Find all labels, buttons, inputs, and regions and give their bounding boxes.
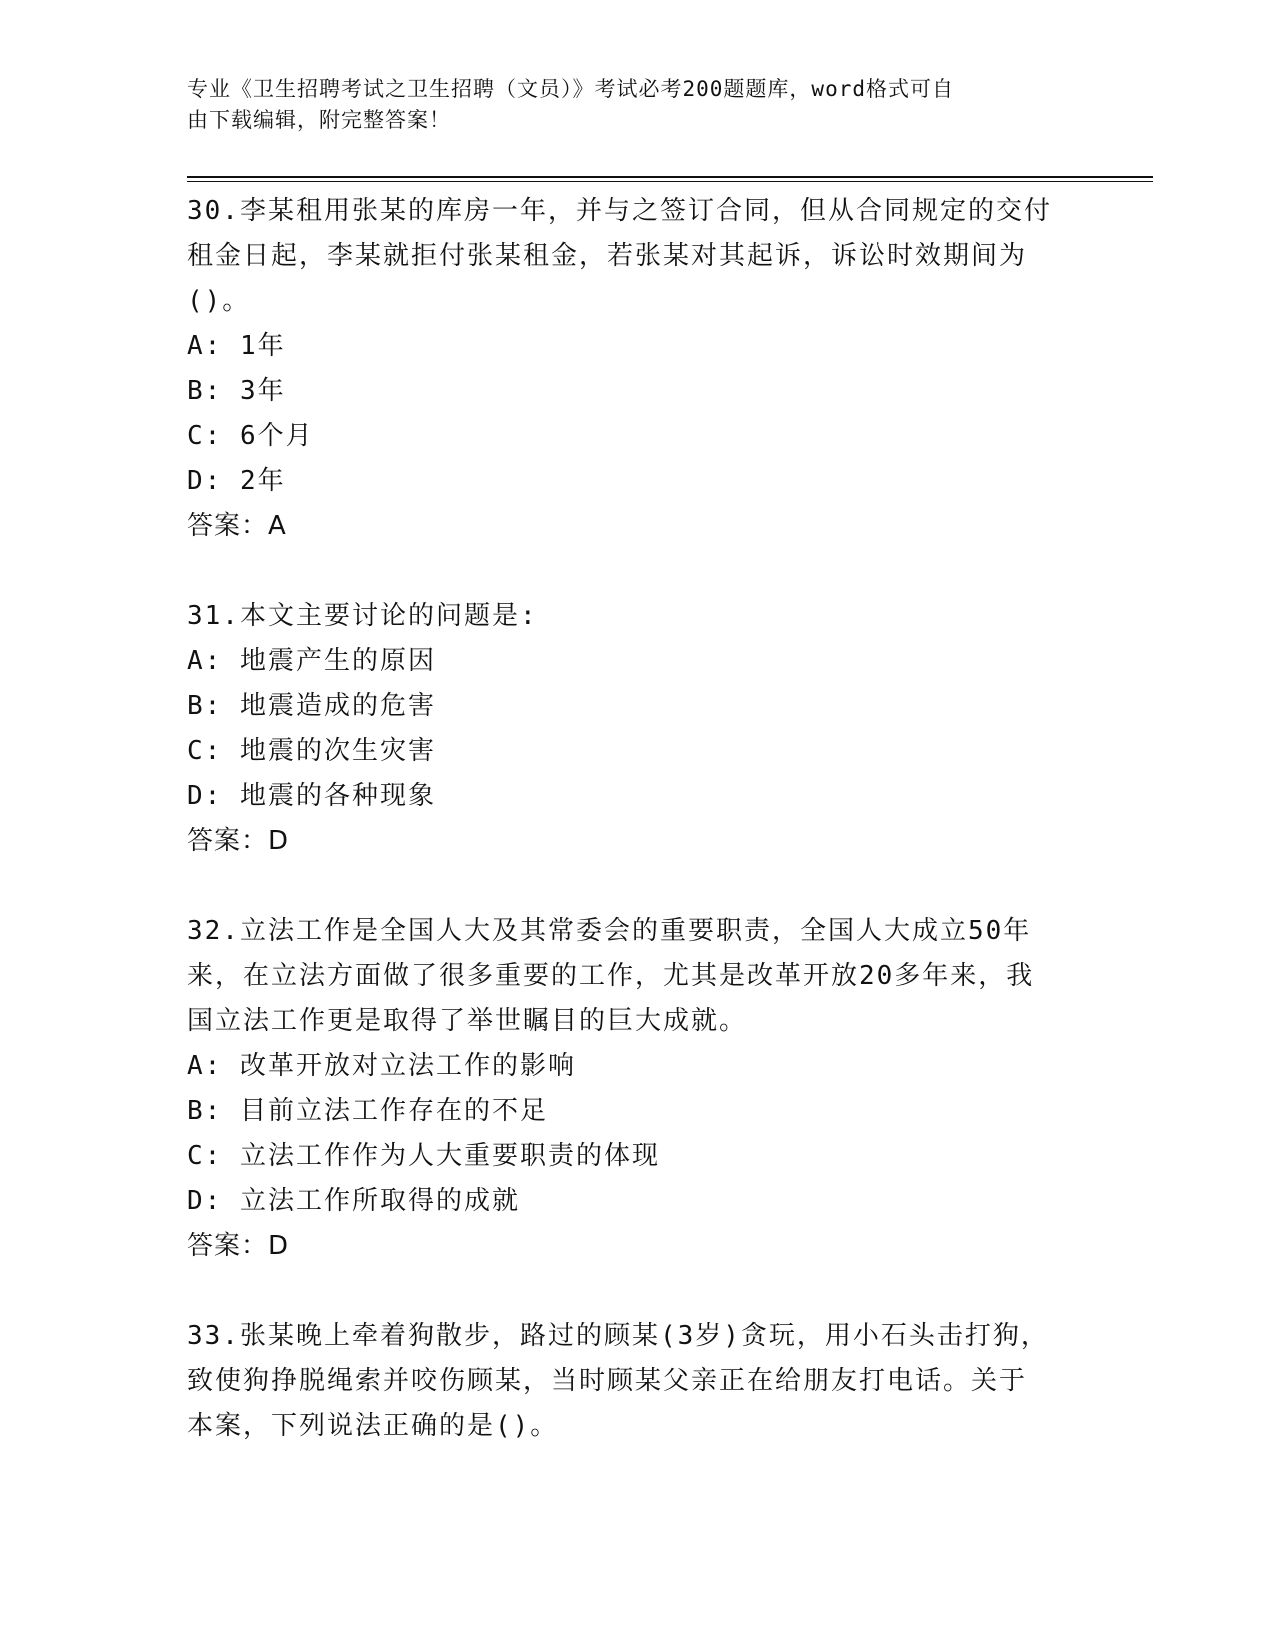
option-d: D: 地震的各种现象 [187,781,436,811]
option-a: A: 1年 [187,331,286,361]
option-d: D: 立法工作所取得的成就 [187,1186,520,1216]
question-stem-line: 33.张某晚上牵着狗散步，路过的顾某(3岁)贪玩，用小石头击打狗， [187,1321,1049,1351]
question-32 [187,909,1087,1269]
question-31 [187,594,1087,864]
question-stem-line: 国立法工作更是取得了举世瞩目的巨大成就。 [187,1006,748,1036]
header-line-1: 专业《卫生招聘考试之卫生招聘（文员）》考试必考200题题库，word格式可自 [187,77,954,101]
option-b: B: 3年 [187,376,286,406]
header-divider-thick [187,176,1153,178]
option-c: C: 地震的次生灾害 [187,736,436,766]
header-line-2: 由下载编辑，附完整答案！ [187,108,451,132]
header-divider-thin [187,181,1153,182]
question-stem-line: 32.立法工作是全国人大及其常委会的重要职责，全国人大成立50年 [187,916,1032,946]
question-33 [187,1314,1087,1449]
question-stem-line: 30.李某租用张某的库房一年，并与之签订合同，但从合同规定的交付 [187,196,1052,226]
option-a: A: 地震产生的原因 [187,646,436,676]
question-stem-line: 来，在立法方面做了很多重要的工作，尤其是改革开放20多年来，我 [187,961,1035,991]
option-c: C: 立法工作作为人大重要职责的体现 [187,1141,660,1171]
question-stem-line: 31.本文主要讨论的问题是: [187,601,538,631]
question-stem-line: 本案，下列说法正确的是()。 [187,1411,559,1441]
question-30 [187,189,1087,549]
answer-label: 答案：A [187,511,287,541]
document-header [187,74,1067,136]
option-c: C: 6个月 [187,421,314,451]
option-a: A: 改革开放对立法工作的影响 [187,1051,576,1081]
answer-label: 答案：D [187,826,290,856]
answer-label: 答案：D [187,1231,290,1261]
option-b: B: 地震造成的危害 [187,691,436,721]
question-stem-line: ()。 [187,286,251,316]
question-stem-line: 租金日起，李某就拒付张某租金，若张某对其起诉，诉讼时效期间为 [187,241,1028,271]
option-d: D: 2年 [187,466,286,496]
question-stem-line: 致使狗挣脱绳索并咬伤顾某，当时顾某父亲正在给朋友打电话。关于 [187,1366,1028,1396]
option-b: B: 目前立法工作存在的不足 [187,1096,548,1126]
question-list [187,189,1087,1494]
